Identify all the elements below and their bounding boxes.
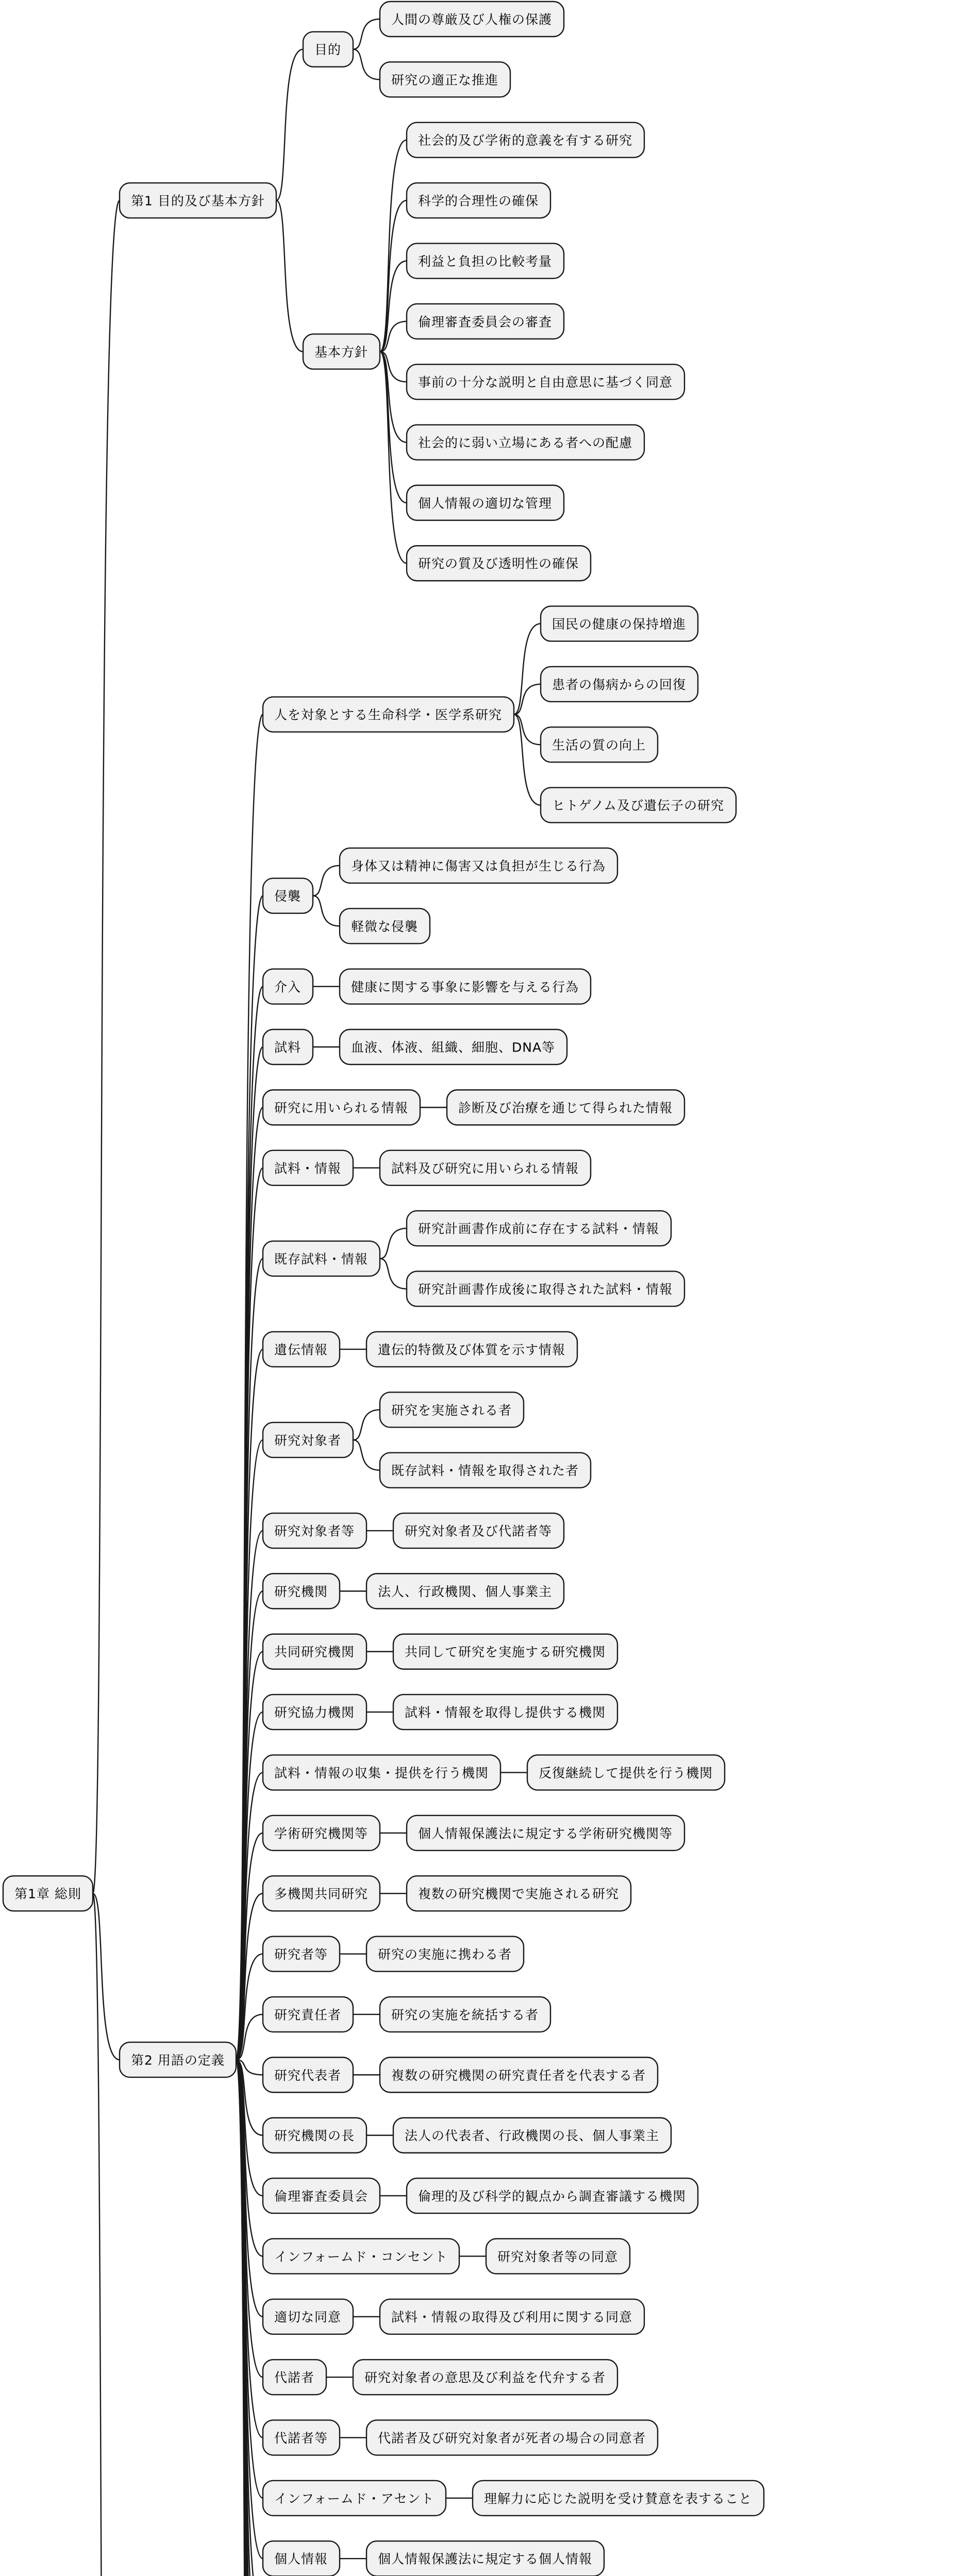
leaf-node	[340, 969, 591, 1004]
connector-line	[236, 1349, 263, 2060]
node-label: 血液、体液、組織、細胞、DNA等	[351, 1040, 556, 1055]
connector-line	[353, 49, 380, 80]
node-label: 反復継続して提供を行う機関	[539, 1765, 713, 1781]
connector-line	[380, 351, 407, 563]
node-label: 研究代表者	[274, 2067, 342, 2083]
branch-node	[263, 1816, 380, 1851]
node-label: 遺伝情報	[274, 1342, 328, 1358]
leaf-node	[366, 1937, 524, 1972]
node-label: 研究計画書作成後に取得された試料・情報	[418, 1282, 673, 1297]
branch-node	[263, 1997, 353, 2032]
node-label: 人を対象とする生命科学・医学系研究	[274, 707, 503, 723]
node-label: 適切な同意	[274, 2310, 342, 2325]
node-label: 研究計画書作成前に存在する試料・情報	[418, 1221, 660, 1236]
branch-node	[263, 1090, 420, 1125]
connector-line	[380, 140, 407, 352]
connector-line	[380, 261, 407, 351]
leaf-node	[380, 2057, 658, 2092]
node-label: 生活の質の向上	[552, 737, 646, 753]
node-label: 研究対象者	[274, 1433, 342, 1448]
leaf-node	[393, 1513, 564, 1548]
leaf-node	[380, 1150, 591, 1185]
leaf-node	[541, 606, 698, 641]
node-label: ヒトゲノム及び遺伝子の研究	[552, 798, 725, 814]
leaf-node	[393, 1694, 617, 1730]
node-label: 研究の実施に携わる者	[378, 1947, 512, 1962]
branch-node	[263, 878, 313, 913]
leaf-node	[380, 2, 564, 37]
node-label: 試料	[274, 1040, 302, 1055]
connector-line	[313, 896, 340, 926]
node-label: 国民の健康の保持増進	[552, 617, 687, 632]
leaf-node	[380, 1453, 591, 1488]
node-label: 基本方針	[314, 344, 369, 360]
node-label: 個人情報保護法に規定する学術研究機関等	[418, 1826, 673, 1841]
node-label: 研究責任者	[274, 2007, 342, 2023]
connector-line	[236, 1440, 263, 2060]
branch-node	[303, 32, 353, 67]
branch-node	[263, 1755, 500, 1790]
branch-node	[263, 1513, 366, 1548]
node-label: 研究対象者及び代諾者等	[405, 1523, 553, 1539]
branch-node	[263, 2118, 366, 2153]
node-label: 第1章 総則	[14, 1886, 81, 1902]
connector-line	[514, 624, 541, 715]
leaf-node	[366, 1573, 564, 1608]
leaf-node	[407, 1876, 631, 1911]
node-label: 試料・情報	[274, 1161, 342, 1176]
leaf-node	[366, 1332, 577, 1367]
node-label: 研究機関の長	[274, 2128, 355, 2144]
node-label: 研究を実施される者	[391, 1402, 512, 1418]
node-label: インフォームド・コンセント	[274, 2249, 448, 2264]
node-label: 第2 用語の定義	[131, 2053, 225, 2068]
node-label: 介入	[274, 979, 302, 995]
leaf-node	[340, 908, 430, 943]
node-label: 試料・情報の収集・提供を行う機関	[274, 1765, 489, 1781]
branch-node	[263, 1694, 366, 1730]
branch-node	[263, 2299, 353, 2334]
leaf-node	[380, 62, 510, 97]
node-label: 既存試料・情報を取得された者	[391, 1463, 579, 1479]
leaf-node	[340, 848, 617, 883]
node-label: 診断及び治療を通じて得られた情報	[458, 1100, 673, 1115]
node-label: 代諾者等	[274, 2430, 328, 2446]
branch-node	[303, 334, 380, 369]
leaf-node	[393, 1634, 617, 1669]
node-label: 研究の実施を統括する者	[391, 2007, 539, 2023]
branch-node	[263, 1634, 366, 1669]
branch-node	[120, 2042, 236, 2077]
node-label: 社会的に弱い立場にある者への配慮	[418, 435, 633, 451]
connector-line	[514, 715, 541, 805]
node-label: 健康に関する事象に影響を与える行為	[351, 979, 579, 995]
branch-node	[263, 1241, 380, 1276]
leaf-node	[340, 1029, 567, 1064]
connector-line	[276, 200, 303, 351]
node-label: 個人情報保護法に規定する個人情報	[378, 2551, 593, 2567]
node-label: 理解力に応じた説明を受け賛意を表すること	[484, 2491, 753, 2506]
node-label: 試料及び研究に用いられる情報	[391, 1161, 579, 1176]
connector-line	[353, 1440, 380, 1470]
connector-line	[236, 987, 263, 2060]
leaf-node	[541, 727, 658, 762]
leaf-node	[393, 2118, 671, 2153]
node-label: 研究対象者の意思及び利益を代弁する者	[364, 2370, 606, 2385]
mindmap-nodes	[3, 2, 818, 2576]
node-label: 学術研究機関等	[274, 1826, 369, 1841]
leaf-node	[353, 2360, 617, 2395]
leaf-node	[527, 1755, 725, 1790]
node-label: 研究対象者等の同意	[497, 2249, 619, 2264]
node-label: 個人情報の適切な管理	[418, 496, 553, 511]
branch-node	[263, 1937, 340, 1972]
branch-node	[263, 1332, 340, 1367]
branch-node	[263, 2541, 340, 2576]
node-label: 倫理的及び科学的観点から調査審議する機関	[418, 2189, 687, 2204]
leaf-node	[407, 425, 644, 460]
node-label: 試料・情報の取得及び利用に関する同意	[391, 2310, 633, 2325]
leaf-node	[541, 667, 698, 702]
leaf-node	[407, 1272, 684, 1307]
node-label: インフォームド・アセント	[274, 2491, 435, 2506]
node-label: 身体又は精神に傷害又は負担が生じる行為	[351, 858, 606, 874]
leaf-node	[407, 2178, 698, 2213]
node-label: 利益と負担の比較考量	[418, 253, 553, 269]
leaf-node	[473, 2481, 764, 2516]
node-label: 研究に用いられる情報	[274, 1100, 409, 1115]
branch-node	[263, 2420, 340, 2455]
node-label: 倫理審査委員会の審査	[418, 314, 553, 330]
leaf-node	[447, 1090, 684, 1125]
leaf-node	[407, 1816, 684, 1851]
node-label: 複数の研究機関で実施される研究	[418, 1886, 620, 1902]
connector-line	[276, 49, 303, 200]
node-label: 第1 目的及び基本方針	[131, 193, 265, 209]
node-label: 試料・情報を取得し提供する機関	[405, 1705, 606, 1720]
connector-line	[93, 200, 120, 1893]
node-label: 研究の適正な推進	[391, 72, 499, 88]
node-label: 倫理審査委員会	[274, 2189, 369, 2204]
node-label: 多機関共同研究	[274, 1886, 369, 1902]
root-node	[3, 1876, 93, 1911]
leaf-node	[407, 485, 564, 520]
node-label: 研究協力機関	[274, 1705, 355, 1720]
node-label: 軽微な侵襲	[351, 919, 419, 934]
branch-node	[263, 2057, 353, 2092]
leaf-node	[366, 2420, 658, 2455]
branch-node	[263, 1876, 380, 1911]
branch-node	[120, 183, 276, 218]
branch-node	[263, 2481, 446, 2516]
leaf-node	[366, 2541, 604, 2576]
node-label: 研究対象者等	[274, 1523, 355, 1539]
node-label: 社会的及び学術的意義を有する研究	[418, 133, 633, 148]
node-label: 研究の質及び透明性の確保	[418, 556, 579, 571]
node-label: 複数の研究機関の研究責任者を代表する者	[391, 2067, 646, 2083]
leaf-node	[380, 1997, 550, 2032]
leaf-node	[407, 123, 644, 158]
connector-line	[380, 1228, 407, 1259]
branch-node	[263, 1029, 313, 1064]
node-label: 研究機関	[274, 1584, 328, 1599]
node-label: 共同研究機関	[274, 1645, 355, 1660]
node-label: 法人の代表者、行政機関の長、個人事業主	[405, 2128, 660, 2144]
node-label: 目的	[314, 42, 342, 58]
connector-line	[236, 1259, 263, 2060]
connector-line	[93, 1893, 120, 2576]
node-label: 研究者等	[274, 1947, 328, 1962]
leaf-node	[407, 1211, 671, 1246]
branch-node	[263, 1422, 353, 1458]
branch-node	[263, 1150, 353, 1185]
node-label: 共同して研究を実施する研究機関	[405, 1645, 606, 1660]
leaf-node	[407, 183, 550, 218]
leaf-node	[407, 243, 564, 278]
node-label: 事前の十分な説明と自由意思に基づく同意	[418, 375, 673, 390]
node-label: 人間の尊厳及び人権の保護	[391, 12, 553, 27]
node-label: 代諾者	[274, 2370, 315, 2385]
connector-line	[353, 19, 380, 49]
node-label: 侵襲	[274, 889, 302, 904]
connector-line	[313, 866, 340, 896]
branch-node	[263, 969, 313, 1004]
node-label: 法人、行政機関、個人事業主	[378, 1584, 553, 1599]
connector-line	[380, 1259, 407, 1289]
branch-node	[263, 2239, 459, 2274]
connector-line	[380, 351, 407, 442]
node-label: 遺伝的特徴及び体質を示す情報	[378, 1342, 566, 1358]
node-label: 個人情報	[274, 2551, 328, 2567]
leaf-node	[407, 304, 564, 339]
leaf-node	[380, 2299, 644, 2334]
leaf-node	[407, 364, 684, 399]
node-label: 代諾者及び研究対象者が死者の場合の同意者	[378, 2430, 646, 2446]
branch-node	[263, 697, 514, 732]
branch-node	[263, 1573, 340, 1608]
node-label: 患者の傷病からの回復	[552, 677, 687, 692]
branch-node	[263, 2360, 326, 2395]
node-label: 既存試料・情報	[274, 1251, 369, 1267]
leaf-node	[541, 788, 736, 823]
leaf-node	[407, 546, 591, 581]
leaf-node	[486, 2239, 630, 2274]
connector-line	[353, 1410, 380, 1440]
branch-node	[263, 2178, 380, 2213]
leaf-node	[380, 1392, 524, 1427]
node-label: 科学的合理性の確保	[418, 193, 539, 209]
